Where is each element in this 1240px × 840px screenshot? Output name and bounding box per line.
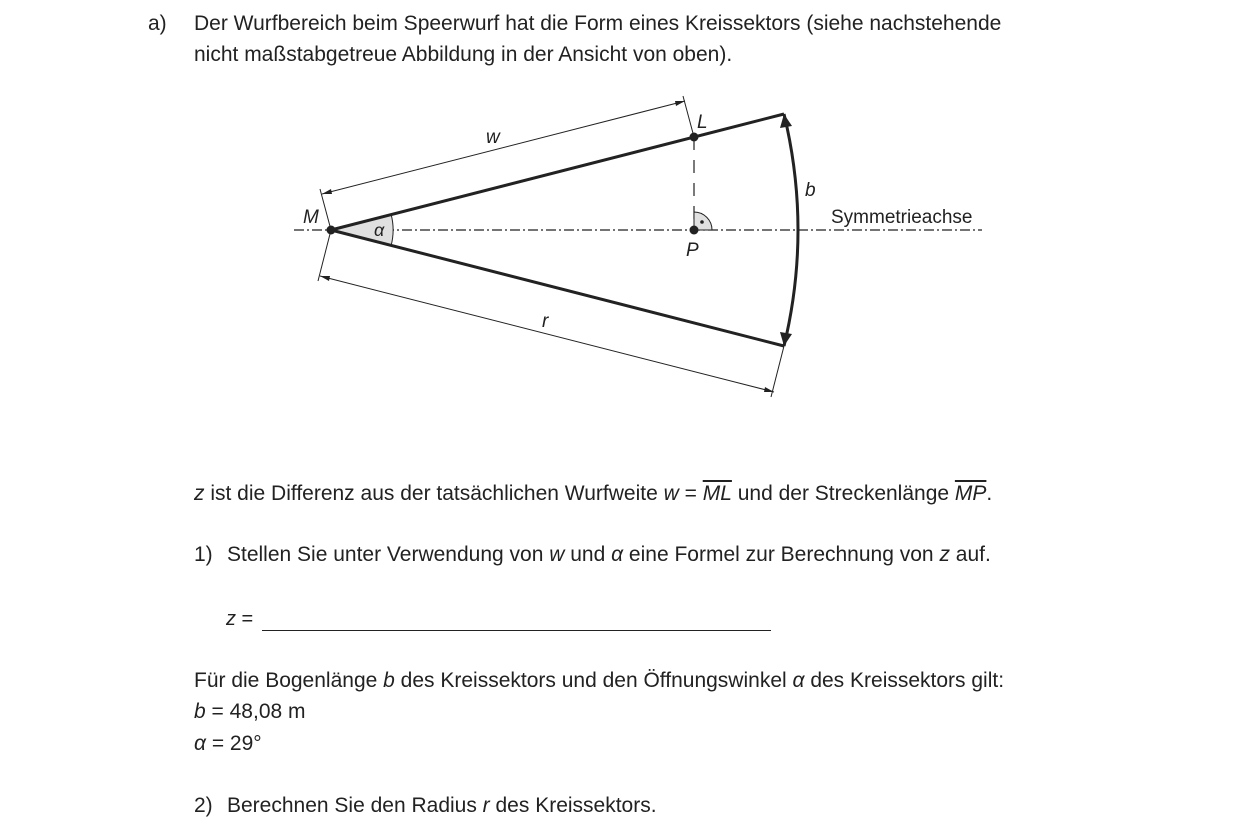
label-M: M (303, 207, 319, 228)
task-label: a) (148, 12, 167, 35)
dim-r-arrow-left (320, 276, 330, 281)
segment-ML: $\overline{ML}$ (702, 482, 732, 505)
given-b-value (194, 700, 306, 724)
given-text (194, 669, 1004, 693)
dim-w-arrow-right (675, 101, 685, 106)
given-b-var: b (194, 700, 206, 723)
dim-w-ext-left (320, 189, 331, 230)
var-w: w (663, 482, 679, 505)
q2-text-b: des Kreissektors. (489, 794, 657, 817)
label-alpha: α (374, 220, 385, 240)
given-alpha-var: α (194, 732, 206, 755)
label-r: r (542, 311, 549, 332)
q1-var-alpha: α (611, 543, 624, 566)
intro-line-1: Der Wurfbereich beim Speerwurf hat die Form eines Kreissektors (siehe nachstehende (194, 12, 1002, 35)
var-z: z (194, 482, 205, 505)
answer-blank-line[interactable] (262, 630, 771, 631)
q2-var-r: r (482, 794, 490, 817)
sector-lower-side (331, 230, 784, 346)
label-P: P (686, 240, 699, 261)
given-alpha-value (194, 732, 262, 756)
dim-w-arrow-left (322, 189, 332, 194)
given-text-b: des Kreissektors und den Öffnungswinkel (394, 669, 793, 692)
question-1-text (227, 543, 991, 567)
q1-text-a: Stellen Sie unter Verwendung von (227, 543, 550, 566)
point-P (690, 226, 699, 235)
label-w: w (486, 127, 500, 148)
given-alpha-val: = 29° (205, 732, 262, 755)
label-L: L (697, 112, 708, 133)
dim-r-line (320, 276, 774, 392)
dim-w-line (322, 101, 685, 194)
q1-var-w: w (549, 543, 565, 566)
sector-upper-side (331, 114, 784, 230)
q1-text-b: und (564, 543, 612, 566)
given-var-b: b (383, 669, 395, 692)
intro-line-2: nicht maßstabgetreue Abbildung in der Ansicht von oben). (194, 43, 733, 66)
question-2-number: 2) (194, 794, 213, 817)
q2-text-a: Berechnen Sie den Radius (227, 794, 483, 817)
q1-text-d: auf. (949, 543, 991, 566)
dim-r-ext-right (771, 346, 784, 397)
given-text-a: Für die Bogenlänge (194, 669, 384, 692)
definition-line (194, 482, 992, 506)
definition-end: . (986, 482, 993, 505)
answer-equals: = (236, 608, 254, 630)
segment-MP: $\overline{MP}$ (954, 482, 987, 505)
q1-text-c: eine Formel zur Berechnung von (623, 543, 940, 566)
given-var-alpha: α (792, 669, 805, 692)
definition-text-2: und der Streckenlänge (731, 482, 955, 505)
equals: = (678, 482, 703, 505)
label-b: b (805, 180, 816, 201)
q1-var-z: z (939, 543, 950, 566)
right-angle-dot (700, 220, 704, 224)
question-2-text (227, 794, 657, 818)
definition-text-1: ist die Differenz aus der tatsächlichen Wurfweite (204, 482, 664, 505)
dim-w-ext-right (683, 96, 694, 137)
dim-r-ext-left (318, 230, 331, 281)
given-text-c: des Kreissektors gilt: (804, 669, 1005, 692)
answer-label (226, 608, 253, 631)
label-symmetry-axis: Symmetrieachse (831, 207, 973, 228)
answer-var-z: z (226, 608, 236, 630)
given-b-val: = 48,08 m (205, 700, 306, 723)
question-1-number: 1) (194, 543, 213, 566)
